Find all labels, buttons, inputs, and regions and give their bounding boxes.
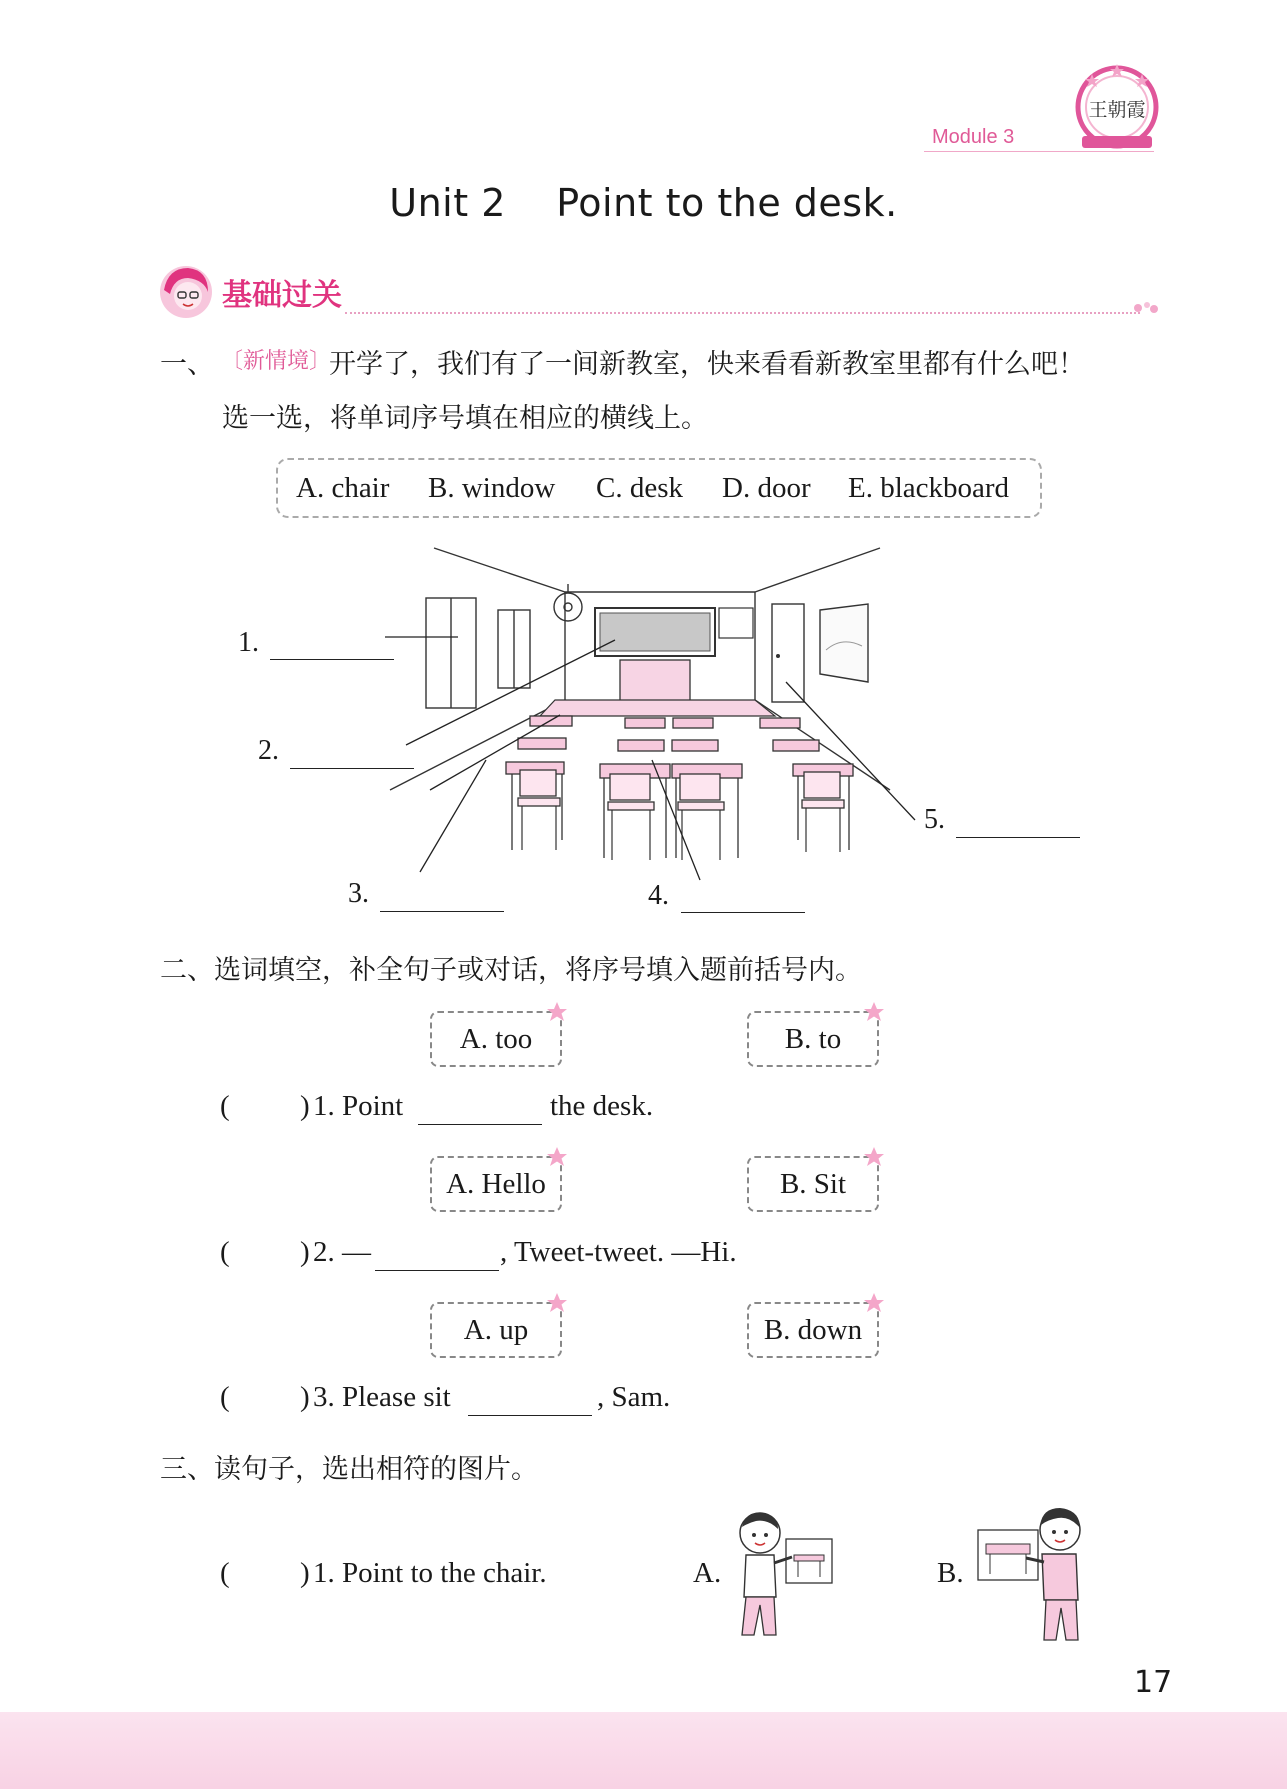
blank-label-5: 5. <box>924 804 945 835</box>
option-box: A. up <box>430 1302 562 1358</box>
blank-label-3: 3. <box>348 878 369 909</box>
answer-paren-close: ) <box>300 1557 310 1589</box>
star-icon <box>546 1146 568 1168</box>
star-icon <box>546 1292 568 1314</box>
sentence-part: , Tweet-tweet. —Hi. <box>500 1236 737 1268</box>
page-title: Unit 2 Point to the desk. <box>389 181 898 225</box>
answer-blank-2[interactable] <box>290 768 414 769</box>
option-box: B. to <box>747 1011 879 1067</box>
answer-blank-5[interactable] <box>956 837 1080 838</box>
sentence-blank[interactable] <box>468 1415 592 1416</box>
option-box: A. Hello <box>430 1156 562 1212</box>
answer-paren-close: ) <box>300 1090 310 1122</box>
module-label: Module 3 <box>932 126 1015 148</box>
section-heading: 基础过关 <box>222 278 342 313</box>
option-a-label: A. <box>693 1557 722 1589</box>
star-icon <box>863 1292 885 1314</box>
word-option: E. blackboard <box>848 472 1010 504</box>
option-box: A. too <box>430 1011 562 1067</box>
page-number: 17 <box>1134 1665 1173 1700</box>
answer-paren-open[interactable]: ( <box>220 1090 230 1122</box>
sentence-part: the desk. <box>550 1090 654 1122</box>
q3-heading: 三、读句子，选出相符的图片。 <box>160 1454 538 1485</box>
answer-paren-open[interactable]: ( <box>220 1381 230 1413</box>
answer-paren-close: ) <box>300 1381 310 1413</box>
star-icon <box>863 1001 885 1023</box>
star-icon <box>863 1146 885 1168</box>
option-b-label: B. <box>937 1557 964 1589</box>
word-option: D. door <box>722 472 811 504</box>
star-icon <box>546 1001 568 1023</box>
word-option: C. desk <box>596 472 683 504</box>
q1-number: 一、 <box>160 349 214 380</box>
blank-label-1: 1. <box>238 627 259 658</box>
sentence-part: , Sam. <box>597 1381 671 1413</box>
q1-instruction-line2: 选一选，将单词序号填在相应的横线上。 <box>222 403 708 434</box>
q3-sentence: 1. Point to the chair. <box>313 1557 547 1589</box>
answer-paren-close: ) <box>300 1236 310 1268</box>
answer-blank-3[interactable] <box>380 911 504 912</box>
q2-heading: 二、选词填空，补全句子或对话，将序号填入题前括号内。 <box>160 955 862 986</box>
blank-label-2: 2. <box>258 735 279 766</box>
logo-text: 王朝霞 <box>1088 99 1146 121</box>
option-box: B. Sit <box>747 1156 879 1212</box>
q1-instruction: 开学了，我们有了一间新教室，快来看看新教室里都有什么吧！ <box>329 349 1085 380</box>
answer-blank-1[interactable] <box>270 659 394 660</box>
word-option: A. chair <box>296 472 390 504</box>
boy-pointing-desk-picture[interactable] <box>972 1500 1092 1650</box>
sentence-part: 3. Please sit <box>313 1381 451 1413</box>
q1-tag: 〔新情境〕 <box>221 349 332 374</box>
blank-label-4: 4. <box>648 880 669 911</box>
answer-blank-4[interactable] <box>681 912 805 913</box>
answer-paren-open[interactable]: ( <box>220 1236 230 1268</box>
word-option: B. window <box>428 472 556 504</box>
boy-pointing-stool-picture[interactable] <box>728 1505 838 1645</box>
footer-band <box>0 1712 1287 1789</box>
answer-paren-open[interactable]: ( <box>220 1557 230 1589</box>
sentence-part: 2. — <box>313 1236 371 1268</box>
sentence-blank[interactable] <box>418 1124 542 1125</box>
sentence-blank[interactable] <box>375 1270 499 1271</box>
option-box: B. down <box>747 1302 879 1358</box>
sentence-part: 1. Point <box>313 1090 404 1122</box>
